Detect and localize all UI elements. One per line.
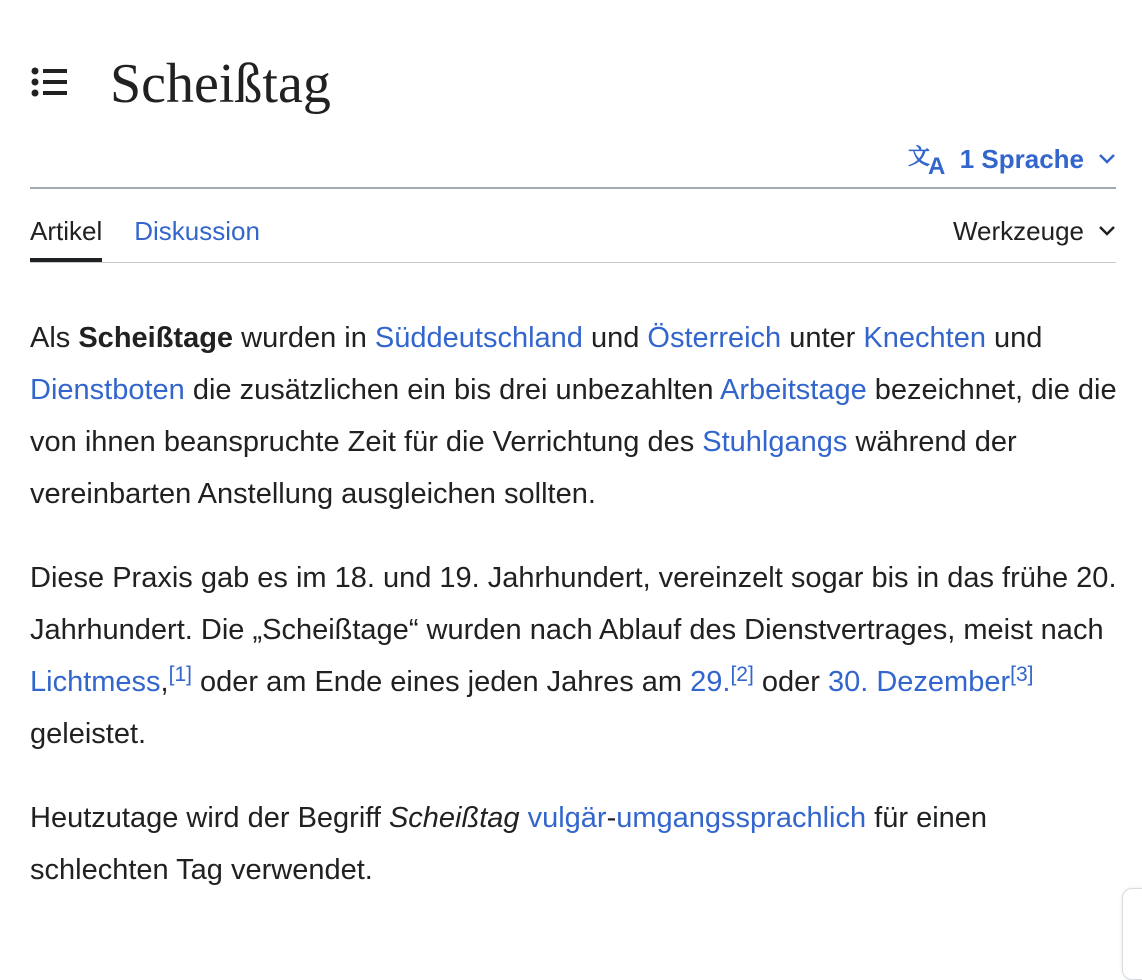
language-button[interactable]: [908, 140, 1116, 178]
chevron-down-icon: [1098, 153, 1116, 165]
text: für einen schlechten Tag verwendet.: [30, 802, 988, 886]
link-dienstboten[interactable]: Dienstboten: [30, 374, 185, 406]
tab-discussion[interactable]: Diskussion: [134, 216, 260, 246]
reference-3[interactable]: [3]: [1010, 663, 1034, 686]
floating-panel-edge[interactable]: [1122, 888, 1142, 980]
chevron-down-icon: [1098, 225, 1116, 237]
translate-icon: [908, 142, 950, 176]
link-lichtmess[interactable]: Lichtmess: [30, 666, 161, 698]
text: -: [606, 802, 617, 834]
text: oder: [753, 666, 828, 698]
tools-dropdown[interactable]: [953, 210, 1116, 252]
link-arbeitstage[interactable]: Arbeitstage: [720, 374, 867, 406]
text: Diese Praxis gab es im 18. und 19. Jahrhundert, vereinzelt sogar bis in das frühe 20. Jahrhundert. Die „Scheißtage“ wurden nach Ablauf des Dienstvertrages, meist nach: [30, 562, 1117, 646]
page-tabs: [30, 210, 260, 262]
text: Als: [30, 322, 79, 354]
language-button-label: 1 Sprache: [959, 143, 1084, 174]
list-menu-icon: [30, 64, 70, 100]
reference-1[interactable]: [1]: [168, 663, 192, 686]
page-title: Scheißtag: [110, 53, 331, 115]
link-knechten[interactable]: Knechten: [863, 322, 986, 354]
link-30-dezember[interactable]: 30. Dezember: [827, 666, 1011, 698]
text: und: [985, 322, 1043, 354]
text: während der vereinbarten Anstellung ausgleichen sollten.: [30, 426, 1017, 510]
text: Heutzutage wird der Begriff: [30, 802, 389, 834]
text: wurden in: [233, 322, 375, 354]
text: geleistet.: [30, 718, 147, 750]
text: ,: [160, 666, 169, 698]
link-sueddeutschland[interactable]: Süddeutschland: [374, 322, 583, 354]
tabs-divider: [30, 262, 1116, 263]
link-vulgaer[interactable]: vulgär: [527, 802, 607, 834]
text: oder am Ende eines jeden Jahres am: [191, 666, 691, 698]
svg-text:文: 文: [907, 145, 930, 170]
tab-article[interactable]: Artikel: [30, 210, 102, 262]
tools-label: Werkzeuge: [952, 215, 1084, 246]
text: die zusätzlichen ein bis drei unbezahlten: [184, 374, 721, 406]
reference-2[interactable]: [2]: [730, 663, 754, 686]
header-divider: [30, 187, 1116, 189]
link-umgangssprachlich[interactable]: umgangssprachlich: [616, 802, 867, 834]
paragraph-2: [30, 552, 1120, 760]
text: und: [582, 322, 648, 354]
main-menu-button[interactable]: [30, 64, 70, 100]
paragraph-3: [30, 792, 1120, 896]
link-stuhlgangs[interactable]: Stuhlgangs: [702, 426, 848, 458]
paragraph-1: [30, 312, 1120, 520]
svg-text:A: A: [927, 153, 946, 176]
link-29[interactable]: 29.: [690, 666, 731, 698]
link-oesterreich[interactable]: Österreich: [647, 322, 782, 354]
italic-term: Scheißtag: [388, 802, 520, 834]
bold-term: Scheißtage: [78, 322, 234, 354]
text: unter: [781, 322, 864, 354]
article-body: [30, 312, 1120, 928]
text: [520, 802, 528, 834]
text: bezeichnet, die die von ihnen beanspruchte Zeit für die Verrichtung des: [30, 374, 1117, 458]
